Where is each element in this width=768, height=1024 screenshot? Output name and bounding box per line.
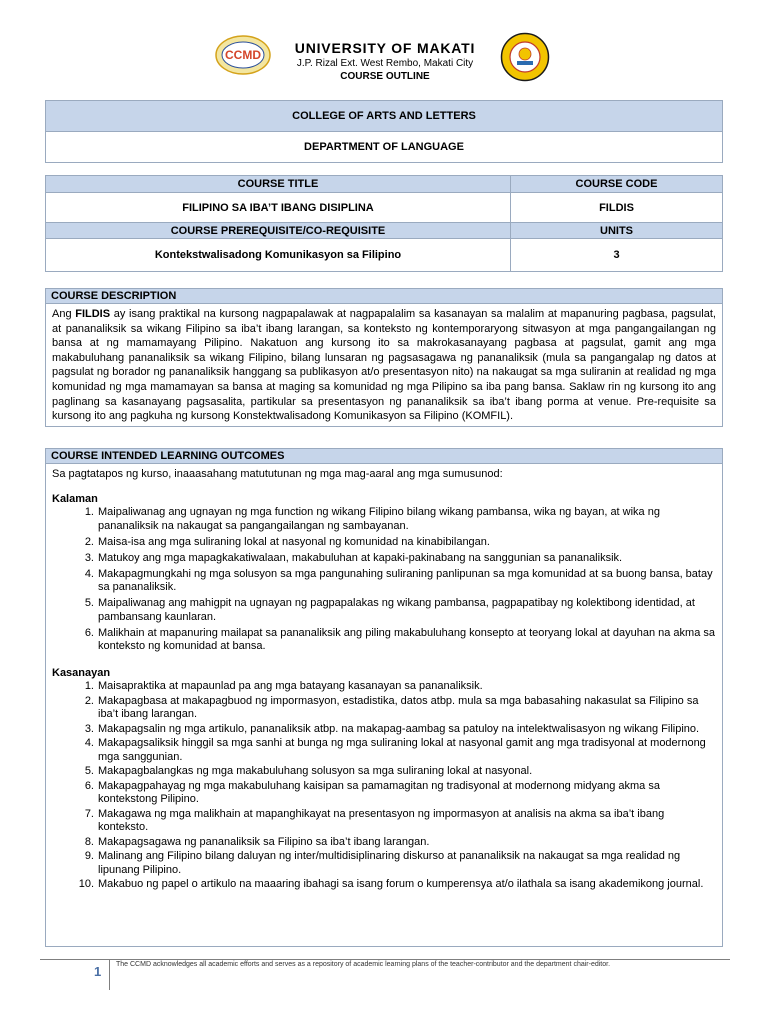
course-code: FILDIS xyxy=(511,193,723,223)
footer-separator xyxy=(109,960,110,990)
skills-list xyxy=(52,680,716,892)
units-value: 3 xyxy=(511,239,723,272)
outcomes-intro: Sa pagtatapos ng kurso, inaaasahang matututunan ng mga mag-aaral ang mga sumusunod: xyxy=(52,468,503,480)
list-item: 3. Makapagsalin ng mga artikulo, pananaliksik atbp. na makapag-aambag sa patuloy na intelektwalisasyon ng wikang Filipino. xyxy=(84,722,700,735)
course-title-header: COURSE TITLE xyxy=(46,176,511,193)
knowledge-label: Kalaman xyxy=(52,492,98,505)
list-item: 4. Makapagsaliksik hinggil sa mga sanhi at bunga ng mga suliraning lokal at nasyonal gamit ang mga tradisyonal at modernong mga sanggunian. xyxy=(84,737,706,763)
course-info-table xyxy=(45,175,723,272)
list-item: 4. Makapagmungkahi ng mga solusyon sa mga pangunahing suliraning panlipunan sa mga komunidad at sa buong bansa, batay sa pananaliksik. xyxy=(84,567,713,594)
course-title: FILIPINO SA IBA’T IBANG DISIPLINA xyxy=(46,193,511,223)
learning-outcomes-heading: COURSE INTENDED LEARNING OUTCOMES xyxy=(46,449,722,464)
list-item: 1. Maipaliwanag ang ugnayan ng mga function ng wikang Filipino bilang wikang pambansa, wika ng bayan, at wika ng pananaliksik na nakaugat sa pangangailangan ng sambayanan. xyxy=(84,506,660,532)
course-description-heading: COURSE DESCRIPTION xyxy=(46,289,722,304)
svg-text:CCMD: CCMD xyxy=(225,48,261,62)
list-item: 5. Maipaliwanag ang mahigpit na ugnayan ng pagpapalakas ng wikang pambansa, pagpapatibay ng kolektibong identidad, at pambansang kaunlaran. xyxy=(84,597,695,623)
list-item: 5. Makapagbalangkas ng mga makabuluhang solusyon sa mga suliraning lokal at nasyonal. xyxy=(84,765,533,778)
ccmd-logo xyxy=(214,34,272,76)
list-item: 6. Makapagpahayag ng mga makabuluhang kaisipan sa pamamagitan ng tradisyonal at modernong midyang akma sa kontekstong Pilipino. xyxy=(84,779,660,806)
list-item: 3. Matukoy ang mga mapagkakatiwalaan, makabuluhan at kapaki-pakinabang na sanggunian sa pananaliksik. xyxy=(84,551,623,564)
list-item: 9. Malinang ang Filipino bilang daluyan ng inter/multidisiplinaring diskurso at pananaliksik na nakaugat sa mga realidad ng lipunang Pilipino. xyxy=(84,850,681,876)
list-item: 1. Maisapraktika at mapaunlad pa ang mga batayang kasanayan sa pananaliksik. xyxy=(84,680,483,693)
prerequisite-course: Kontekstwalisadong Komunikasyon sa Filipino xyxy=(46,239,511,272)
course-code-header: COURSE CODE xyxy=(511,176,723,193)
college-table xyxy=(45,100,723,163)
footer-divider xyxy=(40,959,730,960)
units-header: UNITS xyxy=(511,223,723,239)
course-description-section xyxy=(45,288,723,427)
list-item: 2. Maisa-isa ang mga suliraning lokal at nasyonal ng komunidad na kinabibilangan. xyxy=(84,535,490,548)
footer-note: The CCMD acknowledges all academic efforts and serves as a repository of academic learning plans of the teacher-contributor and the department chair-editor. xyxy=(116,961,611,968)
university-seal xyxy=(500,32,550,82)
course-description-text: Ang FILDIS ay isang praktikal na kursong nagpapalawak at nagpapalalim sa kasanayan sa malalim at mapanuring pagbasa, pagsulat, at pananaliksik sa wikang Filipino sa iba’t ibang larangan, sa konteksto ng kontemporaryong sitwasyon at mga pangangailangan ng bansa at ng mamamayang Pilipino. Nakatuon ang kursong ito sa makrokasanayang pagbasa at pagsulat, gamit ang mga makabuluhang pananaliksik sa wikang Filipino, bilang lunsaran ng pagsasagawa ng pananaliksik (mula sa pangangalap ng datos at pagsulat ng borador ng pananaliksik hanggang sa publikasyon at/o presentasyon nito) na nakaugat sa mga suliranin at realidad ng mga komunidad ng mga mamamayan sa bansa at maging sa komunidad ng mga Pilipino sa iba pang bansa. Saklaw rin ng kursong ito ang paglinang sa kasanayang pagsasalita, partikular sa presentasyon ng pananaliksik sa iba’t ibang porma at venue. Pre-requisite sa kursong ito ang pagkuha ng kursong Konstektwalisadong Komunikasyon sa Filipino (KOMFIL). xyxy=(52,308,716,423)
page-number: 1 xyxy=(94,964,102,979)
college-name: COLLEGE OF ARTS AND LETTERS xyxy=(46,101,723,132)
prerequisite-header: COURSE PREREQUISITE/CO-REQUISITE xyxy=(46,223,511,239)
list-item: 8. Makapagsagawa ng pananaliksik sa Filipino sa iba’t ibang larangan. xyxy=(84,835,430,848)
document-type: COURSE OUTLINE xyxy=(340,71,430,82)
list-item: 6. Malikhain at mapanuring mailapat sa pananaliksik ang piling makabuluhang konsepto at teoryang lokal at dayuhan na akma sa konteksto ng komunidad at bansa. xyxy=(84,626,716,653)
knowledge-list xyxy=(52,506,716,654)
university-address: J.P. Rizal Ext. West Rembo, Makati City xyxy=(296,58,474,69)
learning-outcomes-section xyxy=(45,448,723,947)
document-header xyxy=(0,30,768,90)
skills-label: Kasanayan xyxy=(52,666,111,679)
university-name: UNIVERSITY OF MAKATI xyxy=(294,40,476,56)
list-item: 2. Makapagbasa at makapagbuod ng impormasyon, estadistika, datos atbp. mula sa mga babasahing nakasulat sa Filipino sa iba’t ibang larangan. xyxy=(84,694,699,721)
department-name: DEPARTMENT OF LANGUAGE xyxy=(46,132,723,163)
list-item: 7. Makagawa ng mga malikhain at mapanghikayat na presentasyon ng impormasyon at analisis na akma sa iba’t ibang konteksto. xyxy=(84,807,665,834)
list-item: 10. Makabuo ng papel o artikulo na maaaring ibahagi sa isang forum o kumperensya at/o ilathala sa isang akademikong journal. xyxy=(78,878,704,891)
